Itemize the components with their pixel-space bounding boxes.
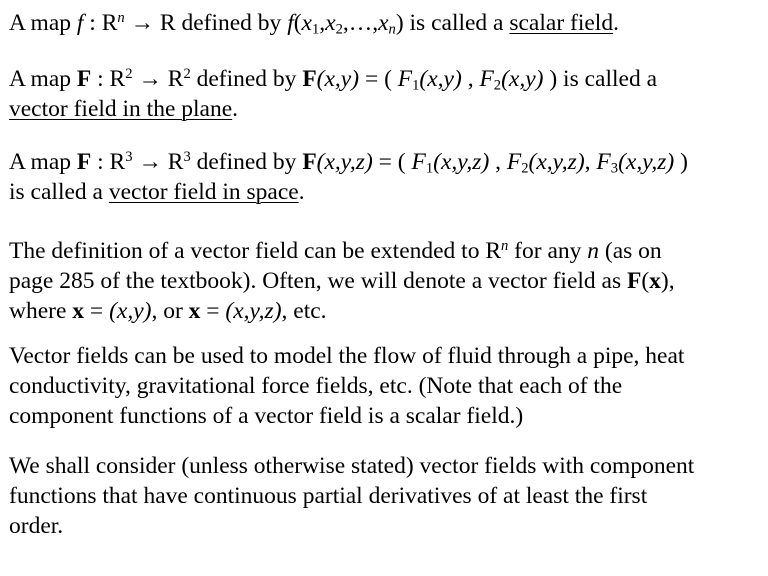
math-args: (x,y,z) [316,149,373,175]
text: , or [151,298,189,324]
line: conductivity, gravitational force fields, etc. (Note that each of the [9,373,623,399]
term-scalar-field: scalar field [509,10,614,36]
subscript: 2 [335,21,343,38]
text: ), [660,268,675,294]
text: ( [641,268,650,294]
subscript: 1 [425,160,434,177]
math-x: x [301,10,312,36]
math-F: F [397,66,413,92]
text: ) is called a [395,10,510,36]
subscript: n [388,21,396,38]
line [9,147,764,177]
text: = [200,298,226,324]
superscript: 2 [125,66,133,82]
text: . [232,96,239,122]
math-bold-x: x [72,298,85,324]
math-bold-x: x [649,268,661,294]
math-args: (x,y) [419,66,462,92]
math-f: f [287,10,294,36]
subscript: 2 [521,160,529,177]
text: where [9,298,73,324]
text: The definition of a vector field can be extended to R [9,238,502,264]
text: (as on [599,238,662,264]
text: ) [674,149,688,175]
subscript: 2 [493,77,502,94]
math-bold-F: F [76,149,92,175]
plane-vector-field-definition [9,64,764,124]
line: We shall consider (unless otherwise stated) vector fields with component [9,453,695,479]
text: defined by [190,149,303,175]
assumptions-paragraph [9,451,764,541]
line: Vector fields can be used to model the flow of fluid through a pipe, heat [9,343,685,369]
scalar-field-definition [9,8,764,38]
text: for any [508,238,588,264]
math-F: F [479,66,494,92]
superscript-n: n [117,10,125,26]
line: order. [9,513,64,539]
text: = ( [359,66,398,92]
text: ) is called a [543,66,657,92]
text: , [461,66,480,92]
line [9,266,764,296]
superscript: 2 [183,66,191,82]
text: ,…, [342,10,379,36]
text: = ( [372,149,412,175]
subscript: 3 [610,160,619,177]
math-bold-F: F [76,66,92,92]
text: , etc. [281,298,327,324]
math-args: (x,y) [316,66,360,92]
math-x: x [325,10,336,36]
text: = [84,298,110,324]
math-f: f [76,10,84,36]
math-args: (x,y) [109,298,152,324]
term-vector-field-plane: vector field in the plane [9,96,233,122]
math-args: (x,y,z) [618,149,675,175]
text: . [613,10,619,36]
text: : R [91,66,126,92]
math-args: (x,y,z) [528,149,585,175]
math-bold-x: x [188,298,201,324]
text: A map [9,66,77,92]
superscript-n: n [501,238,509,254]
text: , [489,149,507,175]
line: functions that have continuous partial derivatives of at least the first [9,483,648,509]
applications-paragraph [9,341,764,431]
text: ( [293,10,302,36]
text: : R [91,149,126,175]
math-args: (x,y,z) [433,149,490,175]
math-args: (x,y) [501,66,544,92]
text: A map [9,10,77,36]
text: → R defined by [124,10,288,36]
line [9,64,764,94]
text: → R [132,149,184,175]
math-n: n [587,238,600,264]
line: component functions of a vector field is a scalar field.) [9,403,524,429]
superscript: 3 [183,149,191,165]
text: : R [83,10,118,36]
subscript: 1 [311,21,320,38]
line [9,177,764,207]
text: A map [9,149,77,175]
text: is called a [9,179,109,205]
line [9,94,764,124]
term-vector-field-space: vector field in space [108,179,299,205]
math-F: F [506,149,522,175]
line [9,296,764,326]
subscript: 1 [412,77,420,94]
text: defined by [190,66,303,92]
math-x: x [378,10,389,36]
math-F: F [411,149,426,175]
text: . [298,179,305,205]
math-bold-F: F [302,149,317,175]
text: → R [132,66,184,92]
space-vector-field-definition [9,147,764,207]
math-bold-F: F [302,66,317,92]
text: , [584,149,597,175]
math-args: (x,y,z) [225,298,282,324]
text: page 285 of the textbook). Often, we will denote a vector field as [9,268,627,294]
superscript: 3 [125,149,133,165]
extension-paragraph [9,236,764,326]
math-bold-F: F [626,268,642,294]
text: , [319,10,326,36]
math-F: F [596,149,611,175]
line [9,236,764,266]
